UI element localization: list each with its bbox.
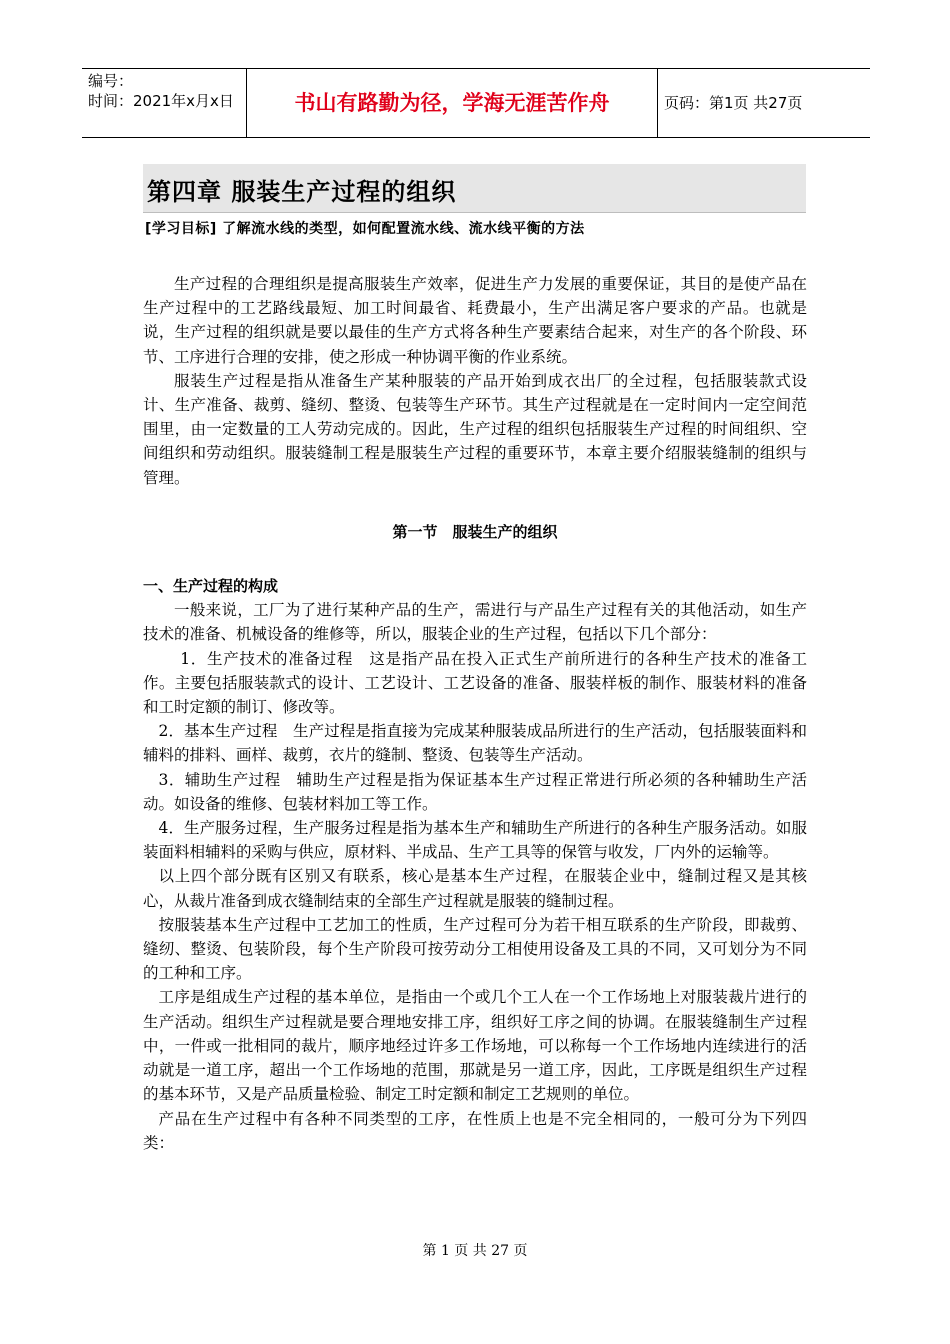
list-item: 2．基本生产过程 生产过程是指直接为完成某种服装成品所进行的生产活动，包括服装面料和辅料的排料、画样、裁剪，衣片的缝制、整烫、包装等生产活动。 — [143, 722, 807, 765]
document-body — [143, 272, 807, 1155]
paragraph: 产品在生产过程中有各种不同类型的工序，在性质上也是不完全相同的，一般可分为下列四类： — [143, 1109, 807, 1152]
header-time: 时间：2021年x月x日 — [88, 92, 234, 110]
header-motto: 书山有路勤为径，学海无涯苦作舟 — [294, 91, 610, 115]
chapter-title: 第四章 服装生产过程的组织 — [147, 177, 457, 206]
list-item: 4．生产服务过程，生产服务过程是指为基本生产和辅助生产所进行的各种生产服务活动。如服装面料相辅料的采购与供应，原材料、半成品、生产工具等的保管与收发，厂内外的运输等。 — [143, 819, 807, 862]
list-item: 1．生产技术的准备过程 这是指产品在投入正式生产前所进行的各种生产技术的准备工作。主要包括服装款式的设计、工艺设计、工艺设备的准备、服装样板的制作、服装材料的准备和工时定额的制订、修改等。 — [143, 649, 807, 717]
paragraph: 以上四个部分既有区别又有联系，核心是基本生产过程，在服装企业中，缝制过程又是其核心，从裁片准备到成衣缝制结束的全部生产过程就是服装的缝制过程。 — [143, 867, 807, 910]
page-header — [82, 68, 870, 138]
learning-objective: [学习目标] 了解流水线的类型，如何配置流水线、流水线平衡的方法 — [145, 221, 585, 237]
page-footer: 第 1 页 共 27 页 — [422, 1243, 528, 1259]
chapter-heading-box — [143, 164, 806, 213]
header-divider — [657, 69, 658, 137]
section-title: 第一节 服装生产的组织 — [392, 522, 558, 541]
subsection-title: 一、生产过程的构成 — [143, 577, 279, 596]
paragraph: 服装生产过程是指从准备生产某种服装的产品开始到成衣出厂的全过程，包括服装款式设计、生产准备、裁剪、缝纫、整烫、包装等生产环节。其生产过程就是在一定时间内一定空间范围里，由一定数量的工人劳动完成的。因此，生产过程的组织包括服装生产过程的时间组织、空间组织和劳动组织。服装缝制工程是服装生产过程的重要环节，本章主要介绍服装缝制的组织与管理。 — [143, 371, 807, 487]
header-number: 编号： — [88, 72, 134, 90]
list-item: 3．辅助生产过程 辅助生产过程是指为保证基本生产过程正常进行所必须的各种辅助生产活动。如设备的维修、包装材料加工等工作。 — [143, 770, 807, 813]
header-page-number: 页码：第1页 共27页 — [664, 94, 803, 112]
paragraph: 按服装基本生产过程中工艺加工的性质，生产过程可分为若干相互联系的生产阶段，即裁剪、缝纫、整烫、包装阶段，每个生产阶段可按劳动分工相使用设备及工具的不同，又可划分为不同的工种和工序。 — [143, 915, 807, 983]
header-meta — [88, 71, 248, 111]
paragraph: 生产过程的合理组织是提高服装生产效率，促进生产力发展的重要保证，其目的是使产品在生产过程中的工艺路线最短、加工时间最省、耗费最小，生产出满足客户要求的产品。也就是说，生产过程的组织就是要以最佳的生产方式将各种生产要素结合起来，对生产的各个阶段、环节、工序进行合理的安排，使之形成一种协调平衡的作业系统。 — [143, 275, 807, 366]
paragraph: 一般来说，工厂为了进行某种产品的生产，需进行与产品生产过程有关的其他活动，如生产技术的准备、机械设备的维修等，所以，服装企业的生产过程，包括以下几个部分： — [143, 601, 807, 644]
paragraph: 工序是组成生产过程的基本单位，是指由一个或几个工人在一个工作场地上对服装裁片进行的生产活动。组织生产过程就是要合理地安排工序，组织好工序之间的协调。在服装缝制生产过程中，一件或一批相同的裁片，顺序地经过许多工作场地，可以称每一个工作场地内连续进行的活动就是一道工序，超出一个工作场地的范围，那就是另一道工序，因此，工序既是组织生产过程的基本环节，又是产品质量检验、制定工时定额和制定工艺规则的单位。 — [143, 988, 807, 1104]
